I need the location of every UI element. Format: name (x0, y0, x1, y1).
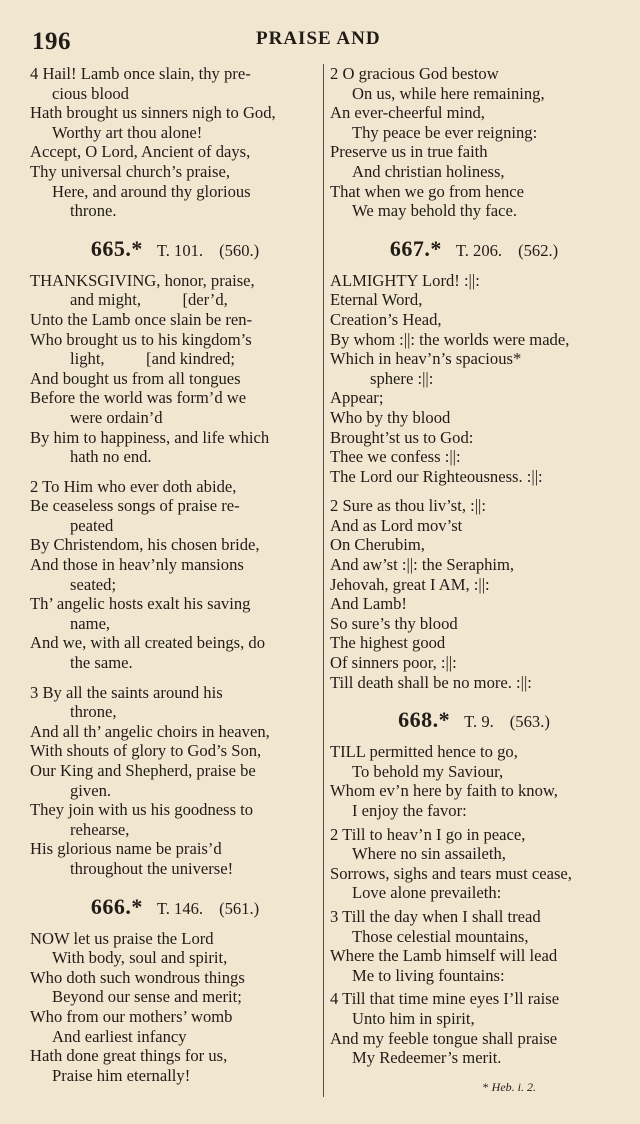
verse-line: Jehovah, great I AM, :||: (330, 574, 490, 594)
verse-line: were ordain’d (70, 407, 163, 427)
hymn-666-heading (30, 893, 320, 919)
verse-line: By whom :||: the worlds were made, (330, 329, 570, 349)
verse-line: throughout the universe! (70, 858, 234, 878)
verse-line: Eternal Word, (330, 290, 423, 310)
verse-line: On us, while here remaining, (352, 83, 545, 103)
verse-line: Th’ angelic hosts exalt his saving (30, 594, 251, 614)
verse-line: So sure’s thy blood (330, 613, 458, 633)
verse-line: An ever-cheerful mind, (330, 103, 485, 123)
verse-line: Brought’st us to God: (330, 427, 474, 447)
verse-line: Who brought us to his kingdom’s (30, 329, 252, 349)
verse-line: given. (70, 780, 112, 800)
verse-line: To behold my Saviour, (352, 761, 504, 781)
left-column (30, 64, 320, 1085)
verse-line: With shouts of glory to God’s Son, (30, 741, 262, 761)
hymn-667-stanza-2 (330, 496, 618, 692)
verse-line: 2 To Him who ever doth abide, (30, 476, 237, 496)
verse-line: Of sinners poor, :||: (330, 653, 457, 673)
hymn-667-heading (330, 235, 618, 261)
verse-line: ALMIGHTY Lord! :||: (330, 270, 480, 290)
verse-line: 2 O gracious God bestow (330, 64, 499, 83)
verse-line: NOW let us praise the Lord (30, 928, 214, 948)
hymn-number: 667.* (389, 235, 442, 261)
stanza-4-hymn-664 (30, 64, 320, 221)
hymn-668-stanza-4 (330, 989, 618, 1067)
verse-line: Love alone prevaileth: (352, 883, 502, 903)
column-divider (323, 64, 324, 1097)
running-title: PRAISE AND (256, 28, 381, 49)
hymn-668-stanza-3 (330, 907, 618, 985)
verse-line: 2 Till to heav’n I go in peace, (330, 824, 526, 844)
hymn-reference: (561.) (219, 898, 260, 918)
verse-line: light, [and kindred; (70, 349, 235, 369)
verse-line: And we, with all created beings, do (30, 633, 266, 653)
hymn-number: 665.* (90, 235, 143, 261)
verse-line: And as Lord mov’st (330, 515, 463, 535)
verse-line: Thy peace be ever reigning: (352, 122, 538, 142)
verse-line: And aw’st :||: the Seraphim, (330, 555, 515, 575)
verse-line: Where no sin assaileth, (352, 844, 506, 864)
verse-line: 3 Till the day when I shall tread (330, 906, 541, 926)
verse-line: Accept, O Lord, Ancient of days, (30, 142, 251, 162)
verse-line: Before the world was form’d we (30, 388, 247, 408)
hymn-666-stanza-1 (30, 929, 320, 1086)
verse-line: Hath brought us sinners nigh to God, (30, 103, 276, 123)
verse-line: 2 Sure as thou liv’st, :||: (330, 496, 486, 516)
tune-number: T. 206. (455, 240, 503, 260)
verse-line: throne. (70, 201, 117, 221)
hymn-668-stanza-2 (330, 825, 618, 903)
verse-line: Beyond our sense and merit; (52, 987, 242, 1007)
verse-line: We may behold thy face. (352, 201, 517, 221)
verse-line: Who doth such wondrous things (30, 967, 245, 987)
right-column (330, 64, 618, 1097)
verse-line: Which in heav’n’s spacious* (330, 349, 522, 369)
verse-line: Where the Lamb himself will lead (330, 946, 558, 966)
stanza-2-hymn-666 (330, 64, 618, 221)
verse-line: Unto the Lamb once slain be ren- (30, 309, 253, 329)
verse-line: I enjoy the favor: (352, 801, 467, 820)
footnote (330, 1078, 618, 1098)
hymn-number: 668.* (398, 707, 451, 733)
verse-line: That when we go from hence (330, 181, 524, 201)
verse-line: And those in heav’nly mansions (30, 555, 244, 575)
verse-line: Here, and around thy glorious (52, 181, 251, 201)
verse-line: Thee we confess :||: (330, 447, 461, 467)
verse-line: My Redeemer’s merit. (352, 1048, 502, 1068)
verse-line: Praise him eternally! (52, 1065, 191, 1085)
tune-number: T. 9. (464, 712, 494, 732)
hymn-665-stanza-3 (30, 683, 320, 879)
verse-line: 4 Till that time mine eyes I’ll raise (330, 989, 560, 1009)
verse-line: His glorious name be prais’d (30, 839, 222, 859)
verse-line: rehearse, (70, 819, 130, 839)
verse-line: With body, soul and spirit, (52, 948, 228, 968)
verse-line: And bought us from all tongues (30, 368, 241, 388)
verse-line: Who by thy blood (330, 407, 451, 427)
verse-line: Hath done great things for us, (30, 1046, 228, 1066)
verse-line: name, (70, 613, 111, 633)
verse-line: TILL permitted hence to go, (330, 742, 518, 762)
verse-line: And earliest infancy (52, 1026, 187, 1046)
hymn-665-stanza-1 (30, 271, 320, 467)
verse-line: Those celestial mountains, (352, 926, 529, 946)
hymn-668-heading (330, 707, 618, 733)
verse-line: Thy universal church’s praise, (30, 161, 230, 181)
verse-line: And christian holiness, (352, 161, 505, 181)
verse-line: 3 By all the saints around his (30, 682, 223, 702)
verse-line: Whom ev’n here by faith to know, (330, 781, 558, 801)
footnote-marker: * (482, 1079, 489, 1094)
verse-line: And Lamb! (330, 594, 407, 614)
verse-line: Worthy art thou alone! (52, 122, 203, 142)
verse-line: They join with us his goodness to (30, 800, 254, 820)
verse-line: The Lord our Righteousness. :||: (330, 466, 543, 486)
verse-line: Creation’s Head, (330, 309, 442, 329)
verse-line: And my feeble tongue shall praise (330, 1028, 558, 1048)
verse-line: cious blood (52, 83, 129, 103)
verse-line: By him to happiness, and life which (30, 427, 270, 447)
verse-line: Who from our mothers’ womb (30, 1006, 233, 1026)
verse-line: Be ceaseless songs of praise re- (30, 496, 240, 516)
verse-line: Appear; (330, 388, 384, 408)
verse-line: the same. (70, 653, 133, 673)
hymn-665-heading (30, 235, 320, 261)
verse-line: The highest good (330, 633, 446, 653)
verse-line: sphere :||: (370, 368, 434, 388)
verse-line: Our King and Shepherd, praise be (30, 761, 256, 780)
verse-line: THANKSGIVING, honor, praise, (30, 270, 255, 290)
verse-line: On Cherubim, (330, 535, 425, 555)
verse-line: hath no end. (70, 447, 152, 467)
page-number: 196 (32, 28, 71, 55)
verse-line: Preserve us in true faith (330, 142, 488, 162)
hymn-reference: (560.) (219, 240, 260, 260)
verse-line: seated; (70, 574, 117, 594)
hymn-number: 666.* (90, 893, 143, 919)
verse-line: By Christendom, his chosen bride, (30, 535, 260, 555)
verse-line: peated (70, 515, 114, 535)
hymn-667-stanza-1 (330, 271, 618, 487)
verse-line: And all th’ angelic choirs in heaven, (30, 721, 270, 741)
tune-number: T. 101. (156, 240, 204, 260)
verse-line: Sorrows, sighs and tears must cease, (330, 863, 572, 883)
hymn-reference: (562.) (518, 240, 559, 260)
hymn-668-stanza-1 (330, 742, 618, 820)
verse-line: Unto him in spirit, (352, 1008, 475, 1028)
verse-line: and might, [der’d, (70, 290, 228, 310)
footnote-text: Heb. i. 2. (491, 1079, 536, 1094)
hymn-665-stanza-2 (30, 477, 320, 673)
hymn-reference: (563.) (509, 712, 550, 732)
verse-line: throne, (70, 702, 117, 722)
tune-number: T. 146. (156, 898, 204, 918)
verse-line: Me to living fountains: (352, 965, 505, 985)
verse-line: Till death shall be no more. :||: (330, 672, 532, 692)
verse-line: 4 Hail! Lamb once slain, thy pre- (30, 64, 251, 83)
